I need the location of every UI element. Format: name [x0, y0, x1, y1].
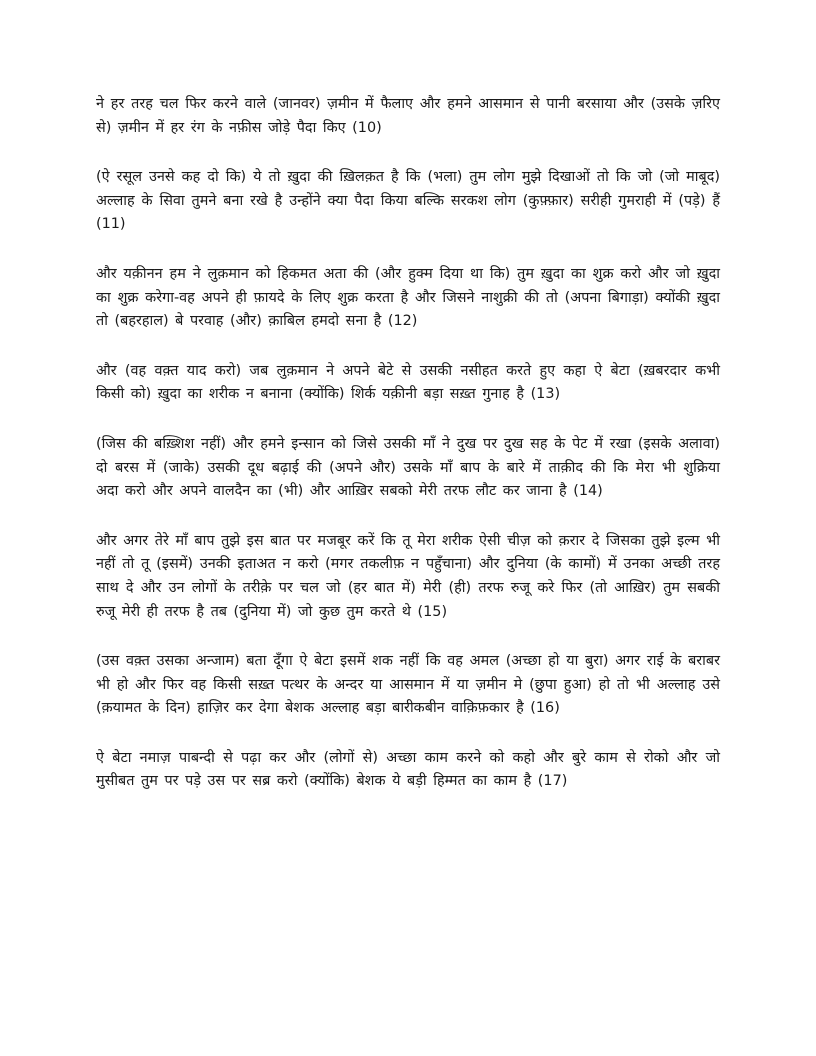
paragraph-verse-11: (ऐ रसूल उनसे कह दो कि) ये तो ख़ुदा की ख़िलक़त है कि (भला) तुम लोग मुझे दिखाओं तो कि जो (जो माबूद) अल्लाह के सिवा तुमने बना रखे है उन्होंने क्या पैदा किया बल्कि सरकश लोग (कुफ़्फ़ार) सरीही गुमराही में (पड़े) हैं (11)	[96, 169, 720, 233]
paragraph-verse-10: ने हर तरह चल फिर करने वाले (जानवर) ज़मीन में फैलाए और हमने आसमान से पानी बरसाया और (उसके ज़रिए से) ज़मीन में हर रंग के नफ़ीस जोड़े पैदा किए (10)	[96, 96, 720, 136]
paragraph-verse-16: (उस वक़्त उसका अन्जाम) बता दूँगा ऐ बेटा इसमें शक नहीं कि वह अमल (अच्छा हो या बुरा) अगर राई के बराबर भी हो और फिर वह किसी सख़्त पत्थर के अन्दर या आसमान में या ज़मीन मे (छुपा हुआ) हो तो भी अल्लाह उसे (क़यामत के दिन) हाज़िर कर देगा बेशक अल्लाह बड़ा बारीकबीन वाक़िफ़कार है (16)	[96, 653, 720, 717]
paragraph-verse-12: और यक़ीनन हम ने लुक़मान को हिकमत अता की (और हुक्म दिया था कि) तुम ख़ुदा का शुक्र करो और जो ख़ुदा का शुक्र करेगा-वह अपने ही फ़ायदे के लिए शुक्र करता है और जिसने नाशुक्री की तो (अपना बिगाड़ा) क्योंकी ख़ुदा तो (बहरहाल) बे परवाह (और) क़ाबिल हमदो सना है (12)	[96, 265, 720, 330]
paragraph-verse-13: और (वह वक़्त याद करो) जब लुक़मान ने अपने बेटे से उसकी नसीहत करते हुए कहा ऐ बेटा (ख़बरदार कभी किसी को) ख़ुदा का शरीक न बनाना (क्योंकि) शिर्क यक़ीनी बड़ा सख़्त गुनाह है (13)	[96, 362, 720, 403]
paragraph-verse-15: और अगर तेरे माँ बाप तुझे इस बात पर मजबूर करें कि तू मेरा शरीक ऐसी चीज़ को क़रार दे जिसका तुझे इल्म भी नहीं तो तू (इसमें) उनकी इताअत न करो (मगर तकलीफ़ न पहुँचाना) और दुनिया (के कामों) में उनका अच्छी तरह साथ दे और उन लोगों के तरीके़ पर चल जो (हर बात में) मेरी (ही) तरफ रुजू करे फिर (तो आख़िर) तुम सबकी रुजू मेरी ही तरफ है तब (दुनिया में) जो कुछ तुम करते थे (15)	[96, 532, 720, 620]
paragraph-verse-14: (जिस की बख़्शिश नहीं) और हमने इन्सान को जिसे उसकी माँ ने दुख पर दुख सह के पेट में रखा (इसके अलावा) दो बरस में (जाके) उसकी दूध बढ़ाई की (अपने और) उसके माँ बाप के बारे में ताक़ीद की कि मेरा भी शुक्रिया अदा करो और अपने वालदैन का (भी) और आख़िर सबको मेरी तरफ लौट कर जाना है (14)	[96, 435, 720, 500]
paragraph-verse-17: ऐ बेटा नमाज़ पाबन्दी से पढ़ा कर और (लोगों से) अच्छा काम करने को कहो और बुरे काम से रोको और जो मुसीबत तुम पर पड़े उस पर सब्र करो (क्योंकि) बेशक ये बड़ी हिम्मत का काम है (17)	[96, 749, 720, 790]
